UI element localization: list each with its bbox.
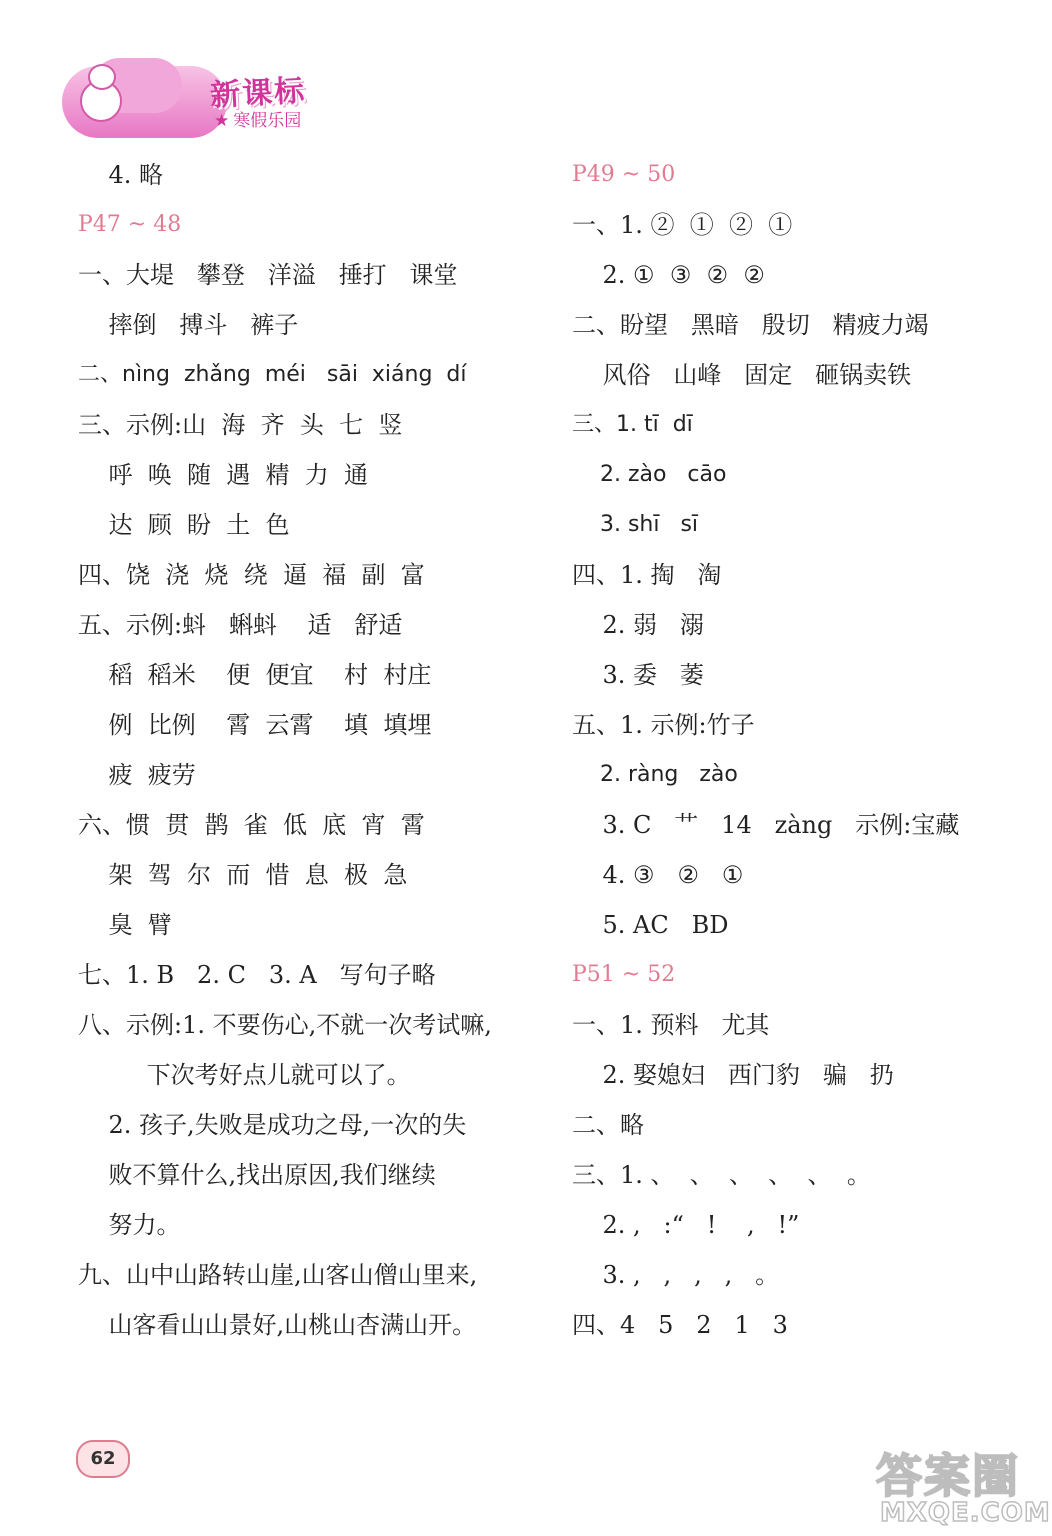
answer-line: 败不算什么,找出原因,我们继续 [78, 1161, 436, 1189]
answer-line: 2. 孩子,失败是成功之母,一次的失 [78, 1111, 467, 1139]
answer-line: 2. ① ③ ② ② [572, 261, 765, 289]
answer-line: 达 顾 盼 土 色 [78, 511, 290, 539]
answer-line: 2. , :“ ! , !” [572, 1211, 800, 1239]
answer-line: 稻 稻米 便 便宜 村 村庄 [78, 661, 432, 689]
snowman-icon [80, 80, 122, 122]
answer-line: 风俗 山峰 固定 砸锅卖铁 [572, 361, 912, 389]
brand-title: 新课标 [209, 73, 308, 114]
watermark [870, 1440, 1051, 1532]
answer-line: 一、1. ② ① ② ① [572, 211, 793, 239]
answer-line: 疲 疲劳 [78, 761, 196, 789]
answer-line: 七、1. B 2. C 3. A 写句子略 [78, 961, 436, 989]
answer-line: 努力。 [78, 1211, 181, 1239]
answer-line: 5. AC BD [572, 911, 729, 939]
answer-line: 摔倒 搏斗 裤子 [78, 311, 299, 339]
answer-line: 一、大堤 攀登 洋溢 捶打 课堂 [78, 261, 458, 289]
answer-line: 呼 唤 随 遇 精 力 通 [78, 461, 369, 489]
answer-line: 九、山中山路转山崖,山客山僧山里来, [78, 1261, 478, 1289]
answer-line: 2. zào cāo [572, 462, 727, 487]
answer-line: 山客看山山景好,山桃山杏满山开。 [78, 1311, 477, 1339]
section-heading: P51 ~ 52 [572, 962, 676, 987]
answer-line: 架 驾 尔 而 惜 息 极 急 [78, 861, 408, 889]
answer-line: 3. shī sī [572, 512, 699, 537]
answer-line: 二、略 [572, 1111, 644, 1139]
answer-line: 五、示例:蚪 蝌蚪 适 舒适 [78, 611, 403, 639]
answer-line: 下次考好点儿就可以了。 [78, 1061, 411, 1089]
answer-line: 2. ràng zào [572, 762, 738, 787]
brand-subtitle: ★ 寒假乐园 [214, 106, 301, 131]
answer-line: 3. , , , , 。 [572, 1261, 780, 1289]
watermark-url: MXQE.COM [880, 1498, 1051, 1528]
answer-line: 八、示例:1. 不要伤心,不就一次考试嘛, [78, 1011, 492, 1039]
header-logo [62, 58, 342, 140]
answer-line: 六、惯 贯 鹊 雀 低 底 宵 霄 [78, 811, 425, 839]
answer-line: 四、1. 掏 淘 [572, 561, 722, 589]
answer-line: 四、4 5 2 1 3 [572, 1311, 788, 1339]
answer-line: 四、饶 浇 烧 绕 逼 福 副 富 [78, 561, 425, 589]
section-heading: P49 ~ 50 [572, 162, 676, 187]
page-number: 62 [76, 1440, 130, 1478]
answer-line: 例 比例 霄 云霄 填 填埋 [78, 711, 432, 739]
answer-line: 三、示例:山 海 齐 头 七 竖 [78, 411, 403, 439]
answer-line: 4. ③ ② ① [572, 861, 744, 889]
answer-line: 三、1. 、 、 、 、 、 。 [572, 1161, 871, 1189]
answer-line: 2. 娶媳妇 西门豹 骗 扔 [572, 1061, 894, 1089]
answer-line: 4. 略 [78, 161, 164, 189]
section-heading: P47 ~ 48 [78, 212, 182, 237]
answer-line: 二、盼望 黑暗 殷切 精疲力竭 [572, 311, 929, 339]
answer-line: 三、1. tī dī [572, 412, 693, 437]
right-column [572, 150, 1012, 1350]
watermark-logo-text: 答案圈 [876, 1449, 1020, 1503]
answer-line: 3. C 艹 14 zàng 示例:宝藏 [572, 811, 960, 839]
answer-line: 2. 弱 溺 [572, 611, 704, 639]
answer-line: 二、nìng zhǎng méi sāi xiáng dí [78, 362, 467, 387]
left-column [78, 150, 548, 1350]
answer-line: 五、1. 示例:竹子 [572, 711, 755, 739]
answer-line: 臭 臂 [78, 911, 172, 939]
answer-line: 3. 委 萎 [572, 661, 704, 689]
answer-line: 一、1. 预料 尤其 [572, 1011, 770, 1039]
